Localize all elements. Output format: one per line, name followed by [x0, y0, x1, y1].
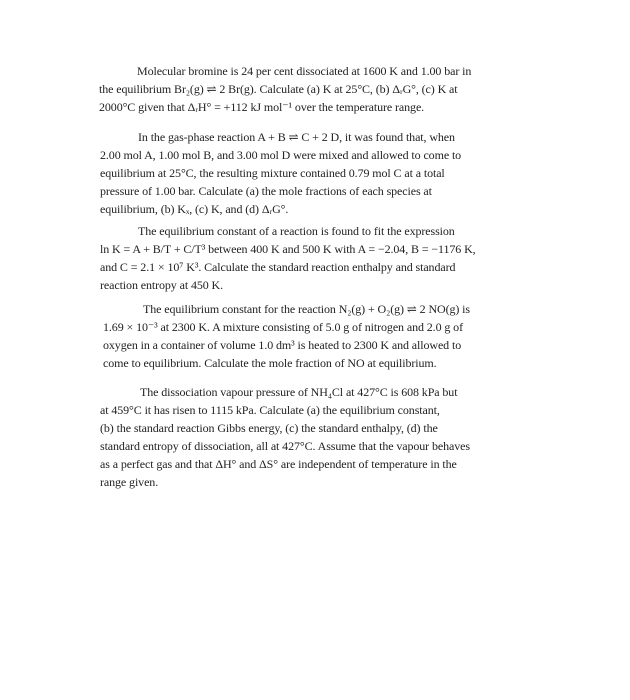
problem-line: pressure of 1.00 bar. Calculate (a) the mole fractions of each species at — [100, 184, 432, 198]
problem-line: ln K = A + B/T + C/T³ between 400 K and 500 K with A = −2.04, B = −1176 K, — [100, 242, 476, 256]
problem-line: equilibrium at 25°C, the resulting mixture contained 0.79 mol C at a total — [100, 166, 445, 180]
problem-line: 2000°C given that ΔᵣH° = +112 kJ mol⁻¹ over the temperature range. — [99, 100, 425, 114]
problem-bromine-dissociation — [99, 62, 539, 116]
problem-line: Molecular bromine is 24 per cent dissociated at 1600 K and 1.00 bar in — [137, 64, 472, 78]
problem-line: oxygen in a container of volume 1.0 dm³ is heated to 2300 K and allowed to — [103, 338, 462, 352]
problem-line: (b) the standard reaction Gibbs energy, (c) the standard enthalpy, (d) the — [100, 421, 438, 435]
problem-line: The dissociation vapour pressure of NH₄Cl at 427°C is 608 kPa but — [140, 385, 458, 399]
problem-ammonium-chloride-dissociation — [100, 383, 540, 491]
problem-line: and C = 2.1 × 10⁷ K³. Calculate the standard reaction enthalpy and standard — [100, 260, 456, 274]
problem-line: range given. — [100, 475, 159, 489]
problem-line: The equilibrium constant for the reaction N₂(g) + O₂(g) ⇌ 2 NO(g) is — [143, 302, 470, 316]
problem-line: 1.69 × 10⁻³ at 2300 K. A mixture consisting of 5.0 g of nitrogen and 2.0 g of — [103, 320, 463, 334]
problem-line: as a perfect gas and that ΔH° and ΔS° are independent of temperature in the — [100, 457, 457, 471]
problem-line: at 459°C it has risen to 1115 kPa. Calculate (a) the equilibrium constant, — [100, 403, 440, 417]
problem-line: the equilibrium Br₂(g) ⇌ 2 Br(g). Calculate (a) K at 25°C, (b) ΔᵣG°, (c) K at — [99, 82, 458, 96]
problem-line: reaction entropy at 450 K. — [100, 278, 224, 292]
problem-line: equilibrium, (b) Kₓ, (c) K, and (d) ΔᵣG°. — [100, 202, 289, 216]
problem-equilibrium-constant-expression — [100, 222, 540, 294]
problem-nitrogen-oxygen-reaction — [103, 300, 543, 372]
problem-line: The equilibrium constant of a reaction is found to fit the expression — [138, 224, 455, 238]
problem-line: come to equilibrium. Calculate the mole fraction of NO at equilibrium. — [103, 356, 437, 370]
problem-gas-phase-reaction — [100, 128, 540, 218]
problem-line: In the gas-phase reaction A + B ⇌ C + 2 D, it was found that, when — [138, 130, 455, 144]
problem-line: standard entropy of dissociation, all at 427°C. Assume that the vapour behaves — [100, 439, 470, 453]
problem-line: 2.00 mol A, 1.00 mol B, and 3.00 mol D were mixed and allowed to come to — [100, 148, 462, 162]
